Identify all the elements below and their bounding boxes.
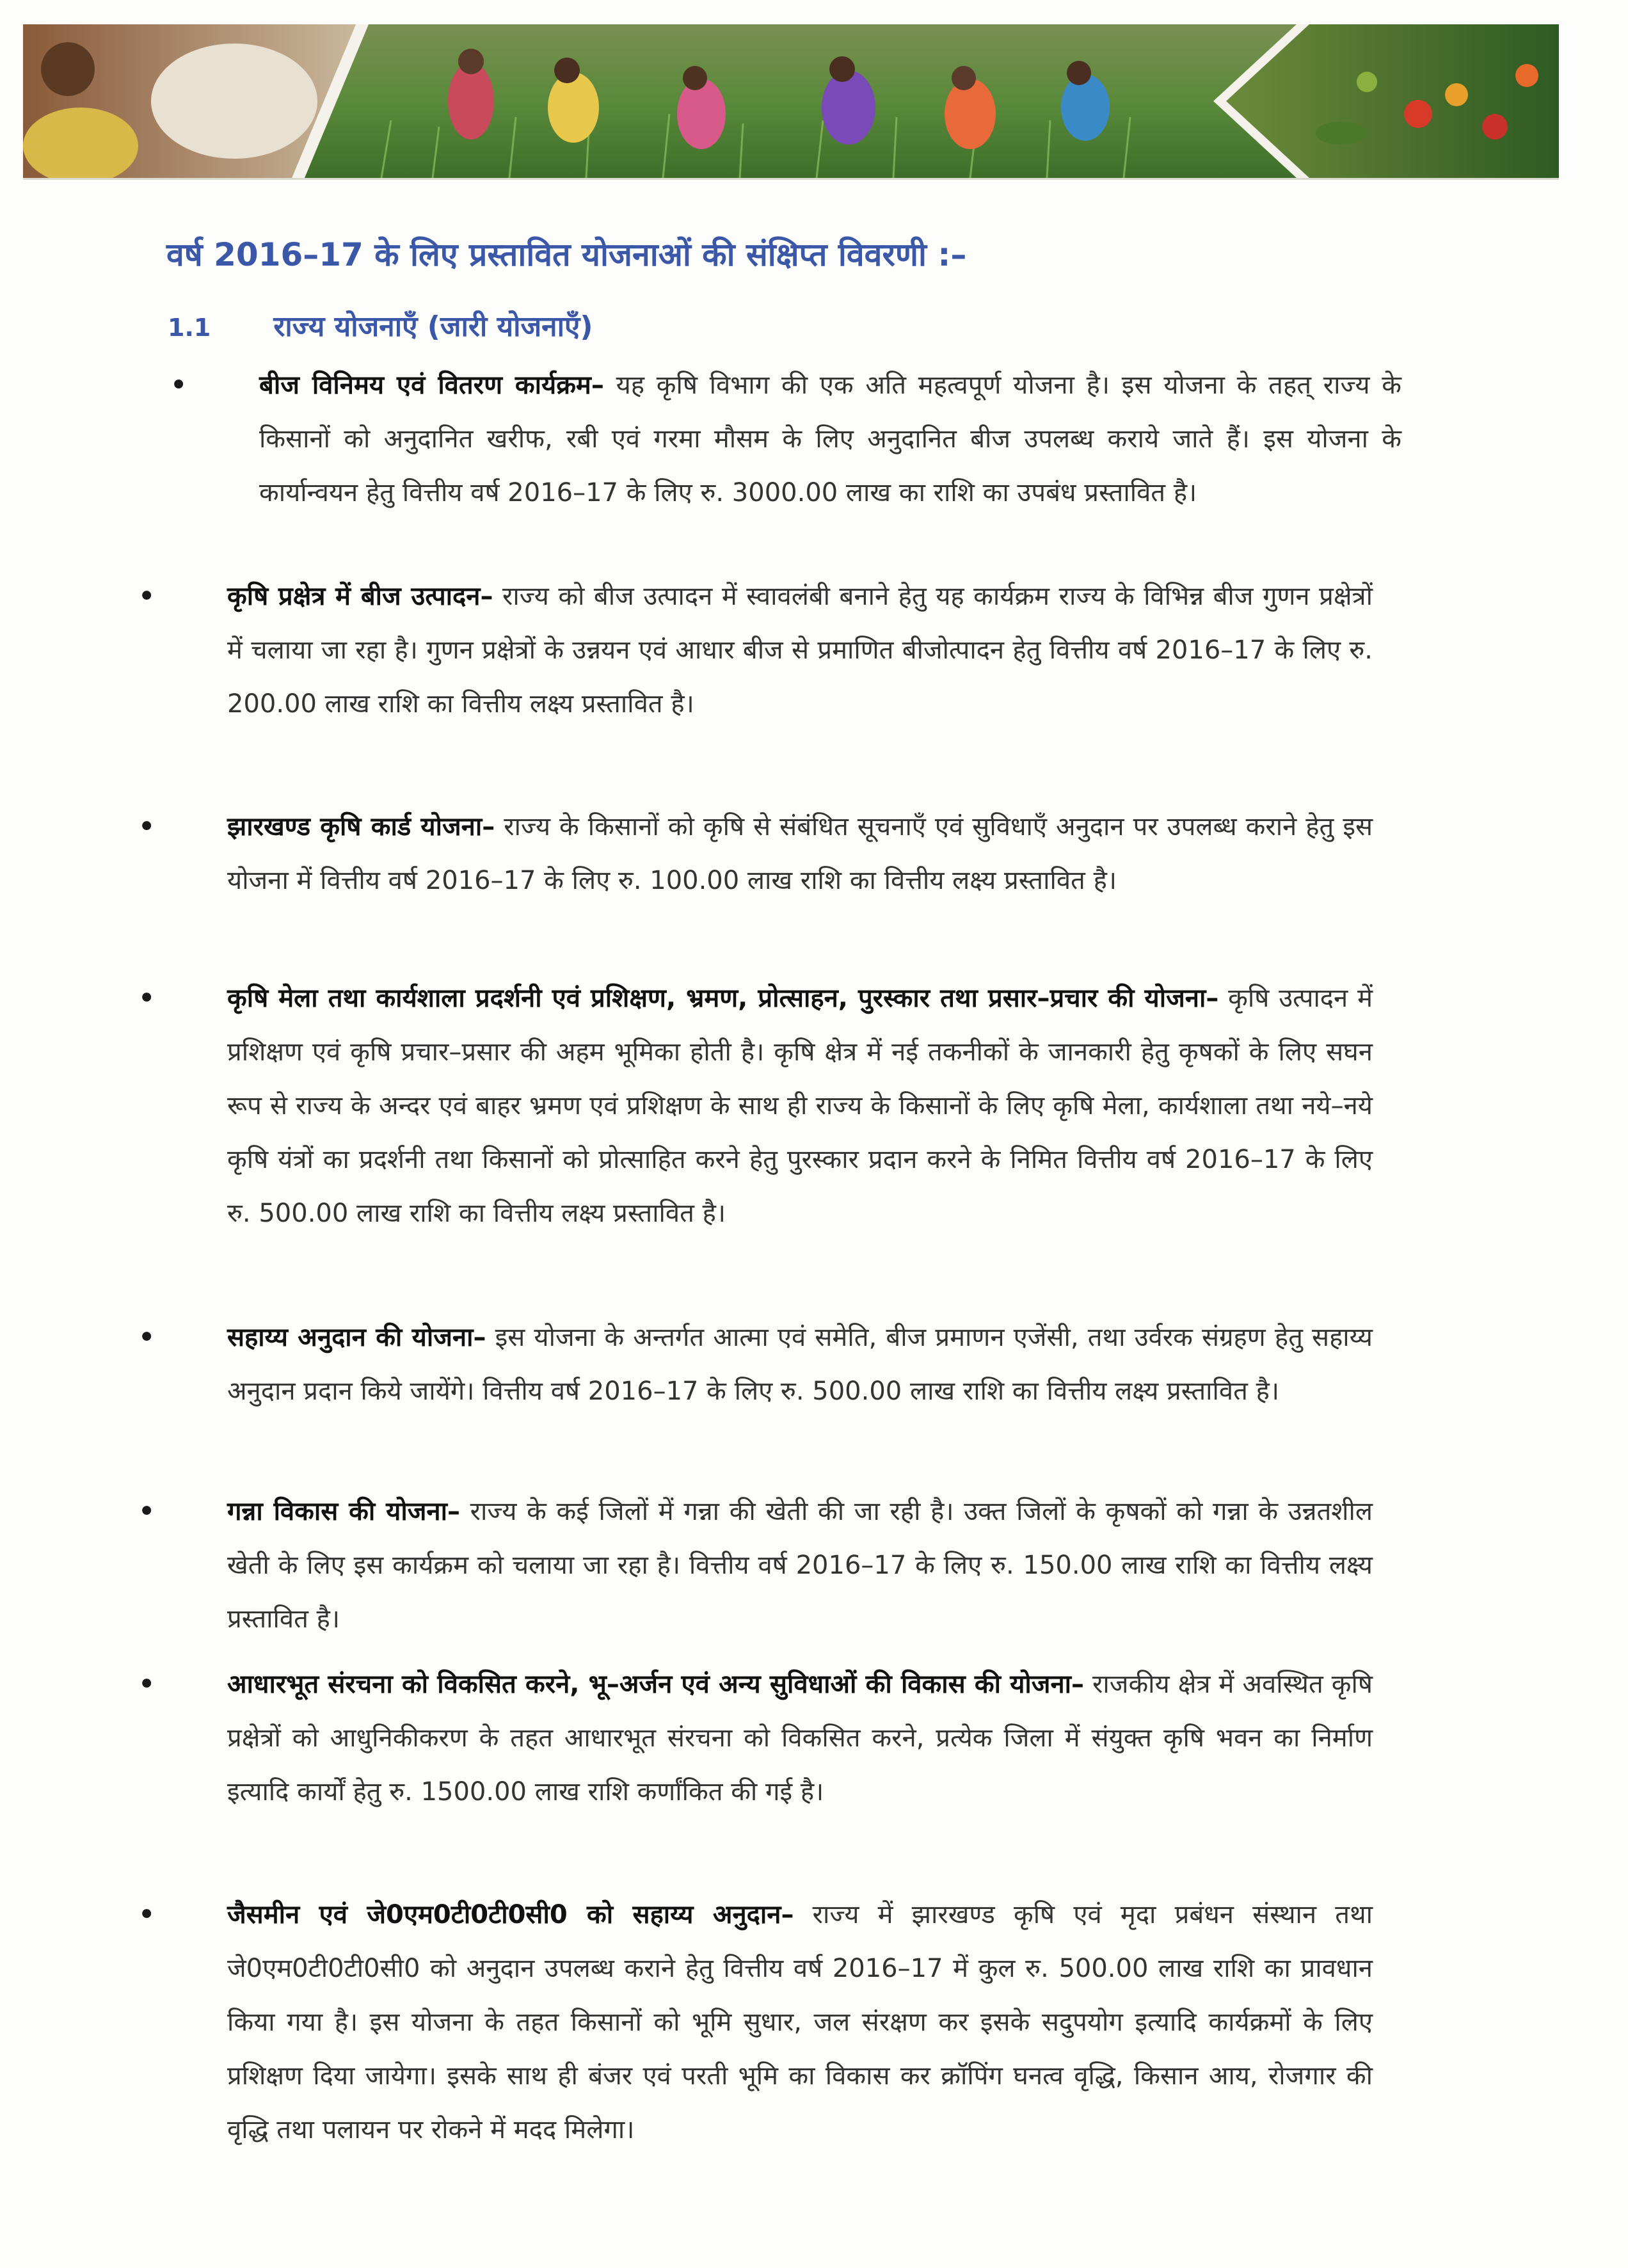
page-title: वर्ष 2016–17 के लिए प्रस्तावित योजनाओं की संक्षिप्त विवरणी :– (166, 236, 967, 273)
scheme-title: जैसमीन एवं जे0एम0टी0टी0सी0 को सहाय्य अनुदान– (227, 1900, 794, 1929)
section-heading-text: राज्य योजनाएँ (जारी योजनाएँ) (273, 310, 593, 343)
scheme-title: बीज विनिमय एवं वितरण कार्यक्रम– (259, 371, 604, 400)
scheme-item (138, 570, 1373, 731)
bullet-icon: • (138, 809, 156, 845)
scheme-item (138, 800, 1373, 907)
section-heading (168, 306, 593, 344)
scheme-item (138, 1485, 1373, 1646)
scheme-description: राज्य को बीज उत्पादन में स्वावलंबी बनाने हेतु यह कार्यक्रम राज्य के विभिन्न बीज गुणन प्रक्षेत्रों में चलाया जा रहा है। गुणन प्रक्षेत्रों के उन्नयन एवं आधार बीज से प्रमाणित बीजोत्पादन हेतु वित्तीय वर्ष 2016–17 के लिए रु. 200.00 लाख राशि का वित्तीय लक्ष्य प्रस्तावित है। (227, 582, 1373, 719)
header-banner-photo (23, 24, 1559, 180)
section-number: 1.1 (168, 314, 211, 342)
scheme-item (138, 1657, 1373, 1819)
scheme-title: गन्ना विकास की योजना– (227, 1497, 460, 1526)
scheme-description: राज्य के कई जिलों में गन्ना की खेती की जा रही है। उक्त जिलों के कृषकों को गन्ना के उन्नतशील खेती के लिए इस कार्यक्रम को चलाया जा रहा है। वित्तीय वर्ष 2016–17 के लिए रु. 150.00 लाख राशि का वित्तीय लक्ष्य प्रस्तावित है। (227, 1497, 1373, 1634)
bullet-icon: • (138, 980, 156, 1016)
scheme-title: झारखण्ड कृषि कार्ड योजना– (227, 812, 495, 842)
scheme-item (170, 358, 1401, 520)
scheme-description: राज्य में झारखण्ड कृषि एवं मृदा प्रबंधन संस्थान तथा जे0एम0टी0टी0सी0 को अनुदान उपलब्ध कराने हेतु वित्तीय वर्ष 2016–17 में कुल रु. 500.00 लाख राशि का प्रावधान किया गया है। इस योजना के तहत किसानों को भूमि सुधार, जल संरक्षण कर इसके सदुपयोग इत्यादि कार्यक्रमों के लिए प्रशिक्षण दिया जायेगा। इसके साथ ही बंजर एवं परती भूमि का विकास कर क्रॉपिंग घनत्व वृद्धि, किसान आय, रोजगार की वृद्धि तथा पलायन पर रोकने में मदद मिलेगा। (227, 1900, 1373, 2144)
scheme-item (138, 1311, 1373, 1418)
scheme-title: सहाय्य अनुदान की योजना– (227, 1323, 486, 1352)
scheme-description: इस योजना के अन्तर्गत आत्मा एवं समेति, बीज प्रमाणन एजेंसी, तथा उर्वरक संग्रहण हेतु सहाय्य अनुदान प्रदान किये जायेंगे। वित्तीय वर्ष 2016–17 के लिए रु. 500.00 लाख राशि का वित्तीय लक्ष्य प्रस्तावित है। (227, 1323, 1373, 1406)
scheme-description: यह कृषि विभाग की एक अति महत्वपूर्ण योजना है। इस योजना के तहत् राज्य के किसानों को अनुदानित खरीफ, रबी एवं गरमा मौसम के लिए अनुदानित बीज उपलब्ध कराये जाते हैं। इस योजना के कार्यान्वयन हेतु वित्तीय वर्ष 2016–17 के लिए रु. 3000.00 लाख का राशि का उपबंध प्रस्तावित है। (259, 371, 1401, 507)
scheme-description: राजकीय क्षेत्र में अवस्थित कृषि प्रक्षेत्रों को आधुनिकीकरण के तहत आधारभूत संरचना को विकसित करने, प्रत्येक जिला में संयुक्त कृषि भवन का निर्माण इत्यादि कार्यों हेतु रु. 1500.00 लाख राशि कर्णांकित की गई है। (227, 1670, 1373, 1807)
scheme-title: कृषि प्रक्षेत्र में बीज उत्पादन– (227, 582, 493, 611)
scheme-title: कृषि मेला तथा कार्यशाला प्रदर्शनी एवं प्रशिक्षण, भ्रमण, प्रोत्साहन, पुरस्कार तथा प्रसार–प्रचार की योजना– (227, 984, 1219, 1013)
bullet-icon: • (138, 579, 156, 614)
scheme-item (138, 1888, 1373, 2157)
scheme-description: राज्य के किसानों को कृषि से संबंधित सूचनाएँ एवं सुविधाएँ अनुदान पर उपलब्ध कराने हेतु इस योजना में वित्तीय वर्ष 2016–17 के लिए रु. 100.00 लाख राशि का वित्तीय लक्ष्य प्रस्तावित है। (227, 812, 1373, 895)
bullet-icon: • (170, 367, 188, 403)
bullet-icon: • (138, 1666, 156, 1702)
agriculture-banner-illustration (23, 24, 1559, 178)
bullet-icon: • (138, 1320, 156, 1355)
bullet-icon: • (138, 1494, 156, 1529)
scheme-description: कृषि उत्पादन में प्रशिक्षण एवं कृषि प्रचार–प्रसार की अहम भूमिका होती है। कृषि क्षेत्र में नई तकनीकों के जानकारी हेतु कृषकों के लिए सघन रूप से राज्य के अन्दर एवं बाहर भ्रमण एवं प्रशिक्षण के साथ ही राज्य के किसानों के लिए कृषि मेला, कार्यशाला तथा नये–नये कृषि यंत्रों का प्रदर्शनी तथा किसानों को प्रोत्साहित करने हेतु पुरस्कार प्रदान करने के निमित वित्तीय वर्ष 2016–17 के लिए रु. 500.00 लाख राशि का वित्तीय लक्ष्य प्रस्तावित है। (227, 984, 1373, 1228)
bullet-icon: • (138, 1897, 156, 1933)
scheme-title: आधारभूत संरचना को विकसित करने, भू–अर्जन एवं अन्य सुविधाओं की विकास की योजना– (227, 1670, 1085, 1699)
scheme-item (138, 971, 1373, 1240)
